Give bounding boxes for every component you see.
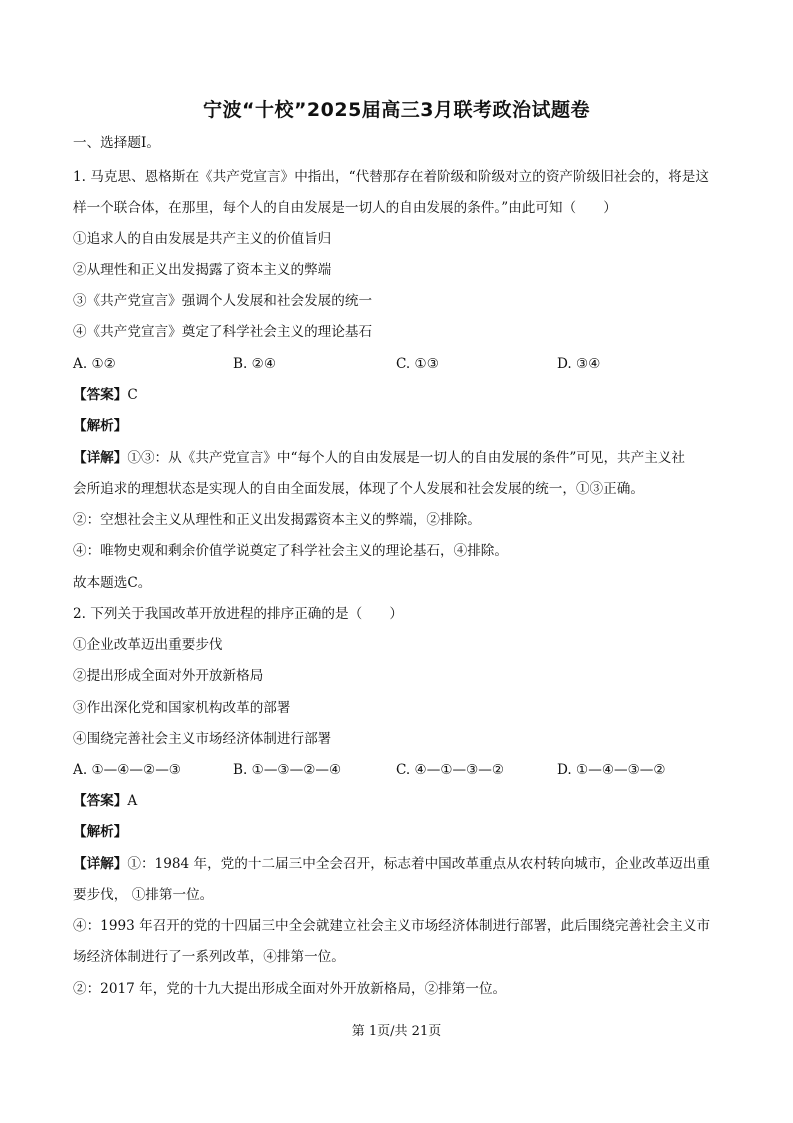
page-footer: 第 1页/共 21页 <box>351 1024 442 1039</box>
q2-analysis-tag: 【解析】 <box>73 824 128 840</box>
q1-item-2: ②从理性和正义出发揭露了资本主义的弊端 <box>73 262 332 278</box>
q2-detail-line-3: ④：1993 年召开的党的十四届三中全会就建立社会主义市场经济体制进行部署，此后围绕完善社会主义市 <box>73 918 711 934</box>
q1-detail-line-1 <box>73 449 685 467</box>
q2-option-d: D. ①—④—③—② <box>557 762 666 778</box>
q2-detail-line-2: 要步伐， ①排第一位。 <box>73 887 214 903</box>
q1-answer-value: C <box>127 387 138 403</box>
q2-detail-text-1: ①：1984 年，党的十二届三中全会召开，标志着中国改革重点从农村转向城市，企业改革迈出重 <box>127 856 711 872</box>
q1-option-c: C. ①③ <box>396 356 439 372</box>
q2-answer <box>73 792 137 810</box>
q1-detail-line-4: ④：唯物史观和剩余价值学说奠定了科学社会主义的理论基石，④排除。 <box>73 543 508 559</box>
q2-detail-line-1 <box>73 855 710 873</box>
q2-option-a: A. ①—④—②—③ <box>73 762 181 778</box>
q2-item-4: ④围绕完善社会主义市场经济体制进行部署 <box>73 731 332 747</box>
section-heading: 一、选择题Ⅰ。 <box>73 135 160 151</box>
q1-analysis-tag: 【解析】 <box>73 418 128 434</box>
q1-stem-line-1: 1. 马克思、恩格斯在《共产党宣言》中指出，“代替那存在着阶级和阶级对立的资产阶级旧社会的，将是这 <box>73 169 709 185</box>
q1-item-4: ④《共产党宣言》奠定了科学社会主义的理论基石 <box>73 324 373 340</box>
q1-answer <box>73 386 138 404</box>
q2-option-c: C. ④—①—③—② <box>396 762 505 778</box>
q1-stem-line-2: 样一个联合体，在那里，每个人的自由发展是一切人的自由发展的条件。”由此可知（ ） <box>73 200 617 216</box>
q1-conclusion: 故本题选C。 <box>73 575 152 591</box>
q2-stem: 2. 下列关于我国改革开放进程的排序正确的是（ ） <box>73 606 403 622</box>
q2-option-b: B. ①—③—②—④ <box>233 762 342 778</box>
q2-item-1: ①企业改革迈出重要步伐 <box>73 637 223 653</box>
q2-answer-tag: 【答案】 <box>73 793 128 809</box>
q1-item-1: ①追求人的自由发展是共产主义的价值旨归 <box>73 231 332 247</box>
q2-item-2: ②提出形成全面对外开放新格局 <box>73 668 264 684</box>
q2-detail-tag: 【详解】 <box>73 856 128 872</box>
q2-answer-value: A <box>127 793 138 809</box>
q1-detail-line-2: 会所追求的理想状态是实现人的自由全面发展，体现了个人发展和社会发展的统一，①③正确。 <box>73 481 644 497</box>
q1-option-a: A. ①② <box>73 356 116 372</box>
q2-detail-line-5: ②：2017 年，党的十九大提出形成全面对外开放新格局，②排第一位。 <box>73 981 507 997</box>
q1-option-b: B. ②④ <box>233 356 277 372</box>
q2-detail-line-4: 场经济体制进行了一系列改革，④排第一位。 <box>73 949 345 965</box>
q1-answer-tag: 【答案】 <box>73 387 128 403</box>
q1-option-d: D. ③④ <box>557 356 601 372</box>
q1-detail-tag: 【详解】 <box>73 450 128 466</box>
q1-detail-text-1: ①③：从《共产党宣言》中“每个人的自由发展是一切人的自由发展的条件”可见，共产主义社 <box>127 450 686 466</box>
q1-detail-line-3: ②：空想社会主义从理性和正义出发揭露资本主义的弊端，②排除。 <box>73 512 481 528</box>
q1-item-3: ③《共产党宣言》强调个人发展和社会发展的统一 <box>73 293 373 309</box>
q2-item-3: ③作出深化党和国家机构改革的部署 <box>73 700 291 716</box>
page-title: 宁波“十校”2025届高三3月联考政治试题卷 <box>202 99 591 121</box>
